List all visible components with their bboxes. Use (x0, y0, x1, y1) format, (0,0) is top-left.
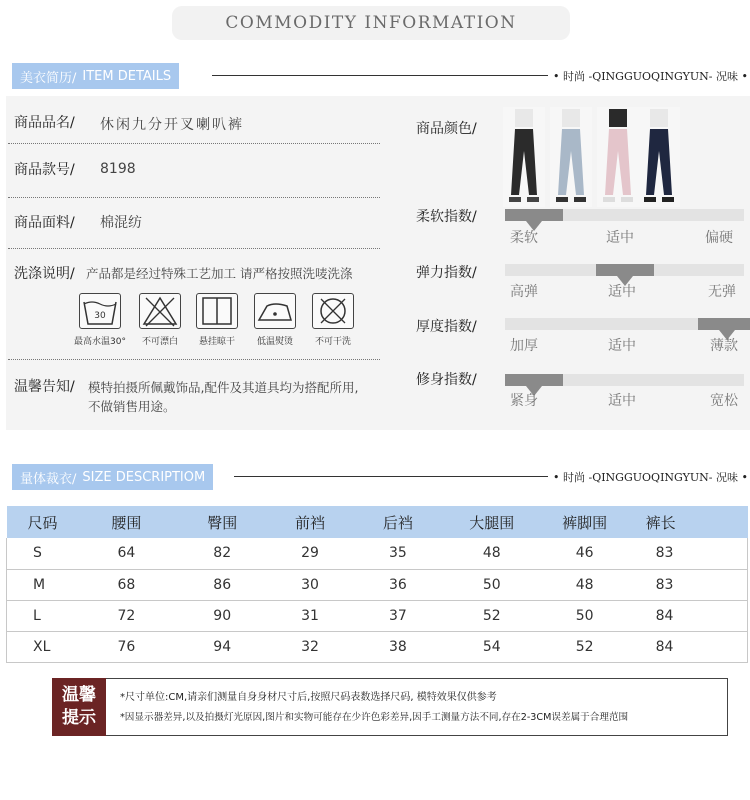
header-back-rise: 后裆 (350, 506, 446, 538)
table-cell: 52 (446, 600, 538, 631)
table-cell: 31 (270, 600, 350, 631)
header-length: 裤长 (632, 506, 748, 538)
header-leg-opening: 裤脚围 (538, 506, 632, 538)
size-table-header (7, 506, 748, 538)
notice-line1: 模特拍摄所佩戴饰品,配件及其道具均为搭配所用, (88, 380, 359, 395)
wash-label: 洗涤说明/ (14, 266, 75, 282)
wash-icon-label: 不可漂白 (141, 337, 178, 347)
elasticity-bar-fill (596, 264, 654, 276)
fit-label: 修身指数/ (416, 372, 477, 388)
divider (8, 248, 380, 249)
badge-line2: 提示 (62, 708, 96, 728)
table-cell: 64 (78, 538, 174, 569)
table-cell: 84 (632, 600, 748, 631)
softness-bar-fill (505, 209, 563, 221)
elasticity-low: 高弹 (510, 284, 538, 300)
table-cell: 38 (350, 631, 446, 662)
banner-title: COMMODITY INFORMATION (225, 13, 517, 33)
notice-line2: 不做销售用途。 (88, 399, 176, 414)
fit-high: 宽松 (710, 393, 738, 409)
hang-dry-icon (196, 293, 238, 329)
thickness-bar-fill (698, 318, 750, 330)
table-row (7, 600, 748, 631)
name-label: 商品品名/ (14, 115, 75, 131)
softness-bar (505, 209, 744, 221)
fit-bar-fill (505, 374, 563, 386)
table-row (7, 538, 748, 569)
table-cell: 48 (446, 538, 538, 569)
color-swatch-navy (638, 107, 680, 207)
divider (8, 197, 380, 198)
fit-bar (505, 374, 744, 386)
no-bleach-icon (139, 293, 181, 329)
fabric-label: 商品面料/ (14, 215, 75, 231)
thickness-mid: 适中 (608, 338, 636, 354)
size-description-en: SIZE DESCRIPTIOM (82, 469, 206, 485)
table-cell: M (7, 569, 79, 600)
wash-icon-label: 低温熨烫 (256, 337, 293, 347)
no-dry-clean-icon (312, 293, 354, 329)
svg-text:30: 30 (94, 311, 106, 321)
table-cell: 84 (632, 631, 748, 662)
warm-notice-badge (52, 678, 106, 736)
table-cell: 37 (350, 600, 446, 631)
table-cell: 54 (446, 631, 538, 662)
section-divider (212, 75, 548, 76)
table-cell: XL (7, 631, 79, 662)
table-cell: 76 (78, 631, 174, 662)
table-cell: 68 (78, 569, 174, 600)
notice-line-2: *因显示器差异,以及拍摄灯光原因,图片和实物可能存在少许色彩差异,因手工测量方法不同,存在2-3CM误差属于合理范围 (120, 712, 629, 723)
elasticity-high: 无弹 (708, 284, 736, 300)
table-cell: 82 (174, 538, 270, 569)
size-table (6, 506, 748, 663)
table-cell: 48 (538, 569, 632, 600)
item-details-cn: 美衣简历/ (20, 70, 77, 86)
wash-icon-label: 最高水温30° (74, 337, 126, 347)
badge-line1: 温馨 (62, 685, 96, 705)
size-description-cn: 量体裁衣/ (20, 471, 77, 487)
header-front-rise: 前裆 (270, 506, 350, 538)
header-size: 尺码 (7, 506, 79, 538)
color-label: 商品颜色/ (416, 121, 477, 137)
table-cell: 94 (174, 631, 270, 662)
softness-mid: 适中 (606, 230, 634, 246)
header-waist: 腰围 (78, 506, 174, 538)
wash-text: 产品都是经过特殊工艺加工 请严格按照洗唛洗涤 (86, 266, 353, 281)
thickness-low: 加厚 (510, 338, 538, 354)
header-thigh: 大腿围 (446, 506, 538, 538)
header-hip: 臀围 (174, 506, 270, 538)
table-cell: 50 (538, 600, 632, 631)
table-row (7, 569, 748, 600)
table-cell: 90 (174, 600, 270, 631)
wash-icon-label: 不可干洗 (314, 337, 351, 347)
fit-low: 紧身 (510, 393, 538, 409)
item-details-en: ITEM DETAILS (82, 68, 172, 84)
divider (8, 143, 380, 144)
low-iron-icon (254, 293, 296, 329)
color-swatch-black (503, 107, 545, 207)
elasticity-mid: 适中 (608, 284, 636, 300)
item-details-header (12, 63, 179, 89)
table-cell: 86 (174, 569, 270, 600)
notice-label: 温馨告知/ (14, 379, 75, 395)
table-cell: 32 (270, 631, 350, 662)
sku-label: 商品款号/ (14, 162, 75, 178)
table-cell: 83 (632, 538, 748, 569)
table-cell: 30 (270, 569, 350, 600)
fabric-value: 棉混纺 (100, 215, 142, 231)
elasticity-label: 弹力指数/ (416, 265, 477, 281)
color-swatch-pink (597, 107, 639, 207)
table-cell: L (7, 600, 79, 631)
softness-high: 偏硬 (705, 230, 733, 246)
notice-line-1: *尺寸单位:CM,请亲们测量自身身材尺寸后,按照尺码表数选择尺码, 模特效果仅供参考 (120, 692, 497, 703)
softness-low: 柔软 (510, 230, 538, 246)
brand-tag: • 时尚 -QINGGUOQINGYUN- 况味 • (553, 70, 748, 83)
table-cell: 52 (538, 631, 632, 662)
elasticity-bar (505, 264, 744, 276)
name-value: 休闲九分开叉喇叭裤 (100, 117, 244, 133)
warm-notice-box (52, 678, 728, 736)
table-cell: 46 (538, 538, 632, 569)
brand-tag: • 时尚 -QINGGUOQINGYUN- 况味 • (553, 471, 748, 484)
thickness-bar (505, 318, 744, 330)
divider (8, 359, 380, 360)
size-description-header (12, 464, 213, 490)
color-swatch-lightblue (550, 107, 592, 207)
table-cell: 35 (350, 538, 446, 569)
top-banner (172, 6, 570, 40)
table-cell: S (7, 538, 79, 569)
softness-label: 柔软指数/ (416, 209, 477, 225)
table-cell: 29 (270, 538, 350, 569)
section-divider (234, 476, 548, 477)
fit-mid: 适中 (608, 393, 636, 409)
wash-icon-label: 悬挂晾干 (198, 337, 235, 347)
wash-30-icon (79, 293, 121, 329)
table-row (7, 631, 748, 662)
sku-value: 8198 (100, 161, 136, 177)
thickness-high: 薄款 (710, 338, 738, 354)
table-cell: 50 (446, 569, 538, 600)
table-cell: 36 (350, 569, 446, 600)
table-cell: 83 (632, 569, 748, 600)
thickness-label: 厚度指数/ (416, 319, 477, 335)
table-cell: 72 (78, 600, 174, 631)
